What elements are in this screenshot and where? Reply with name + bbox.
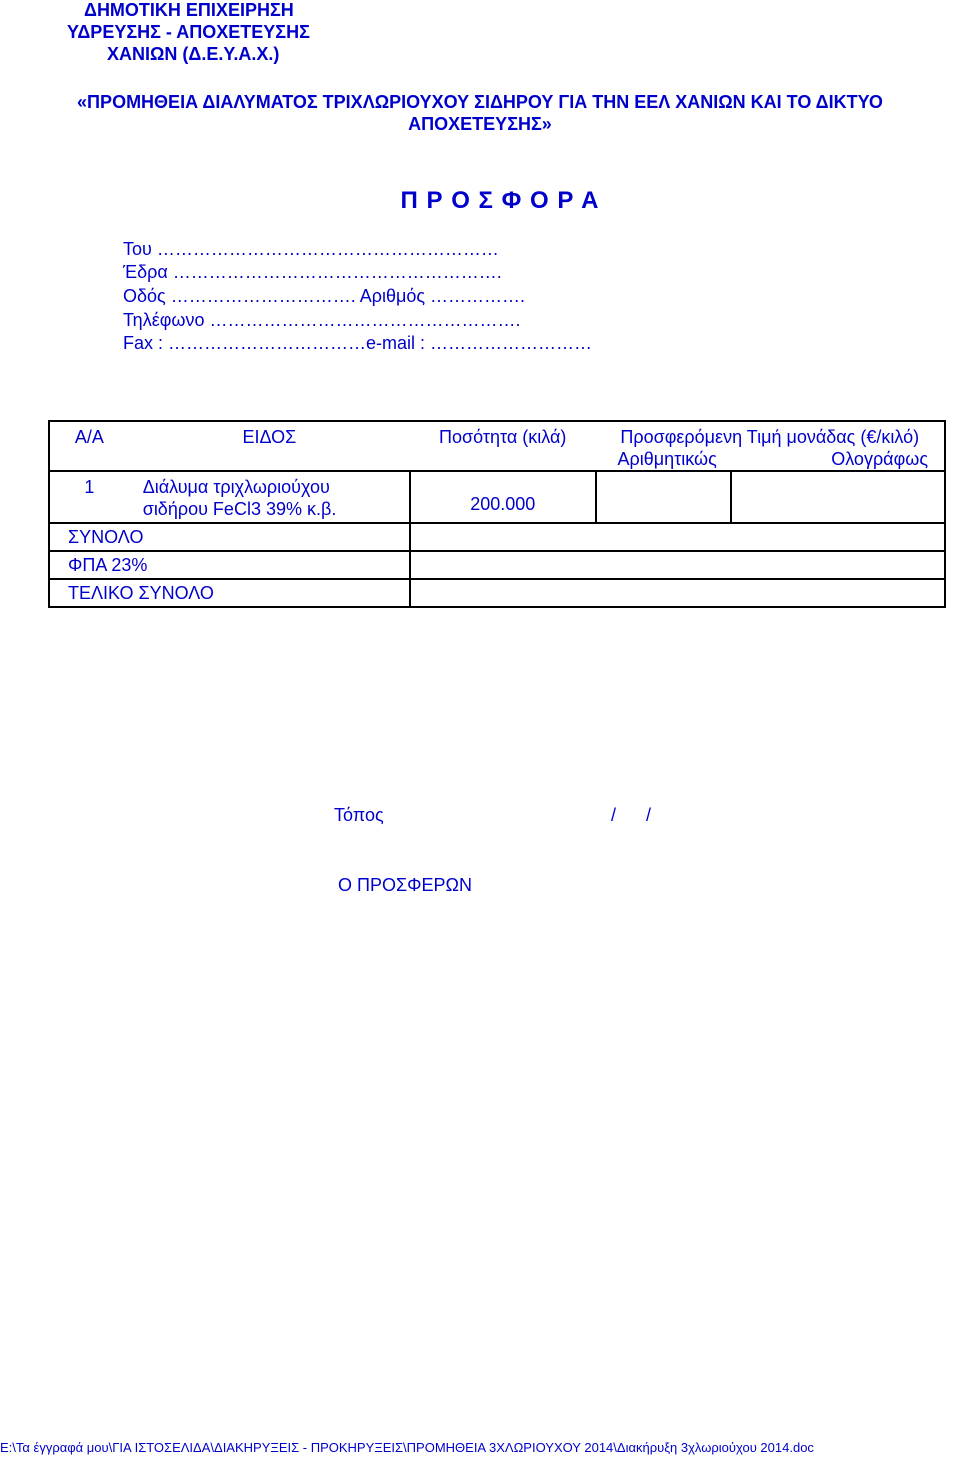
total-label: ΣΥΝΟΛΟ — [49, 523, 410, 551]
field-street-number: Οδός …………………………. Αριθμός ……………. — [123, 286, 526, 306]
header-item: ΕΙΔΟΣ — [242, 427, 297, 447]
bidder-label: Ο ΠΡΟΣΦΕΡΩΝ — [338, 875, 472, 895]
offer-heading: Π Ρ Ο Σ Φ Ο Ρ Α — [400, 187, 600, 214]
tender-title-line2: ΑΠΟΧΕΤΕΥΣΗΣ» — [408, 114, 552, 134]
date-placeholder: / / — [611, 805, 652, 825]
org-name-line3: ΧΑΝΙΩΝ (Δ.Ε.Υ.Α.Χ.) — [107, 44, 280, 64]
row1-quantity: 200.000 — [410, 471, 596, 523]
header-quantity: Ποσότητα (κιλά) — [439, 427, 567, 447]
table-row — [49, 551, 945, 579]
table-row — [49, 579, 945, 607]
footer-file-path: E:\Τα έγγραφά μου\ΓΙΑ ΙΣΤΟΣΕΛΙΔΑ\ΔΙΑΚΗΡΥΞΕΙΣ - ΠΡΟΚΗΡΥΞΕΙΣ\ΠΡΟΜΗΘΕΙΑ 3ΧΛΩΡΙΟΥΧΟΥ 2014\Διακήρυξη 3χλωριούχου 2014.doc — [0, 1440, 814, 1455]
field-fax-email: Fax : ……………………………e-mail : ……………………… — [123, 333, 593, 353]
field-seat: Έδρα ………………………………………………. — [123, 262, 502, 282]
row1-price-numeric[interactable] — [596, 471, 732, 523]
row1-aa: 1 — [49, 471, 129, 523]
table-row — [49, 471, 945, 523]
row1-price-words[interactable] — [731, 471, 945, 523]
header-words: Ολογράφως — [831, 449, 928, 469]
header-price — [596, 421, 946, 471]
field-phone: Τηλέφωνο ……………………………………………. — [123, 310, 521, 330]
tender-title-line1: «ΠΡΟΜΗΘΕΙΑ ΔΙΑΛΥΜΑΤΟΣ ΤΡΙΧΛΩΡΙΟΥΧΟΥ ΣΙΔΗΡΟΥ ΓΙΑ ΤΗΝ ΕΕΛ ΧΑΝΙΩΝ ΚΑΙ ΤΟ ΔΙΚΤΥΟ — [77, 92, 883, 112]
offer-table — [48, 420, 946, 608]
place-label: Τόπος — [334, 805, 384, 825]
header-numeric: Αριθμητικώς — [617, 449, 717, 469]
vat-label: ΦΠΑ 23% — [49, 551, 410, 579]
table-header-row — [49, 421, 945, 471]
row1-item-line2: σιδήρου FeCl3 39% κ.β. — [142, 499, 337, 519]
field-of: Του ………………………………………………… — [123, 239, 499, 259]
header-aa: Α/Α — [74, 427, 104, 447]
row1-item — [129, 471, 410, 523]
org-name-line2: ΥΔΡΕΥΣΗΣ - ΑΠΟΧΕΤΕΥΣΗΣ — [67, 22, 310, 42]
table-row — [49, 523, 945, 551]
org-name-line1: ΔΗΜΟΤΙΚΗ ΕΠΙΧΕΙΡΗΣΗ — [84, 0, 294, 20]
grand-total-label: ΤΕΛΙΚΟ ΣΥΝΟΛΟ — [49, 579, 410, 607]
row1-item-line1: Διάλυμα τριχλωριούχου — [142, 477, 330, 497]
header-price-label: Προσφερόμενη Τιμή μονάδας (€/κιλό) — [620, 427, 920, 447]
